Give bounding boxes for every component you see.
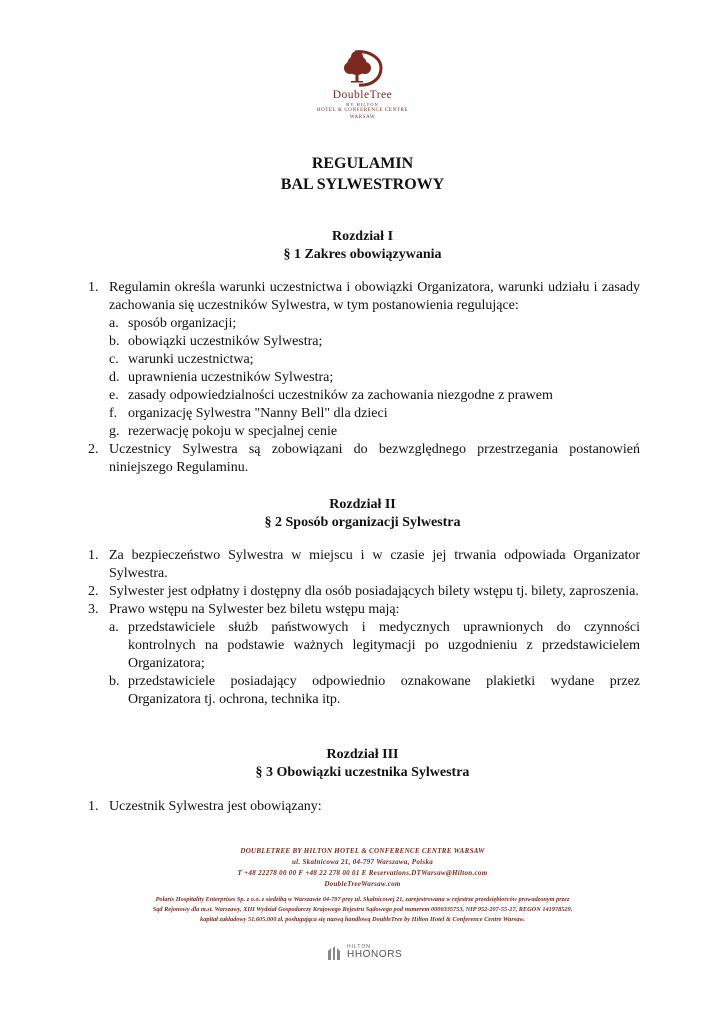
list-item [88, 583, 640, 601]
sub-letter: a. [109, 316, 119, 331]
list-item [88, 441, 640, 477]
sub-item [109, 405, 640, 423]
sub-letter: g. [109, 424, 120, 439]
sub-item [109, 673, 640, 709]
document-title: REGULAMIN [311, 155, 414, 172]
sub-item [109, 369, 640, 387]
chapter-3-label: Rozdział III [326, 747, 399, 762]
item-number: 3. [88, 602, 99, 617]
sub-letter: f. [109, 406, 118, 421]
footer-website: DoubleTreeWarsaw.com [324, 880, 401, 888]
hhonors-logo [326, 944, 406, 964]
sub-text: warunki uczestnictwa; [128, 352, 254, 367]
chapter-1-label: Rozdział I [331, 229, 394, 244]
footer-legal-line-3: kapitał zakładowy 51.605.000 zł, posługująca się nazwą handlową DoubleTree by Hilton Hotel & Conference Centre Warsaw. [200, 916, 525, 923]
sub-text: obowiązki uczestników Sylwestra; [128, 334, 323, 349]
sub-letter: d. [109, 370, 120, 385]
chapter-3-list [88, 798, 640, 816]
footer-hotel-name: DOUBLETREE BY HILTON HOTEL & CONFERENCE CENTRE WARSAW [240, 847, 485, 855]
chapter-3-heading: § 3 Obowiązki uczestnika Sylwestra [255, 765, 470, 780]
footer-legal-line-2: Sąd Rejonowy dla m.st. Warszawy, XIII Wydział Gospodarczy Krajowego Rejestru Sądowego pod numerem 0000335753, NIP 952-207-55-27, REGON 141978529, [152, 906, 573, 913]
sub-item [109, 387, 640, 405]
item-text: Uczestnicy Sylwestra są zobowiązani do bezwzględnego przestrzegania postanowień niniejszego Regulaminu. [109, 442, 640, 475]
tree-icon [341, 48, 385, 88]
list-item [88, 601, 640, 709]
item-text: Za bezpieczeństwo Sylwestra w miejscu i w czasie jej trwania odpowiada Organizator Sylwestra. [109, 548, 640, 581]
sub-item [109, 423, 640, 441]
sub-letter: b. [109, 334, 120, 349]
sub-text: organizację Sylwestra "Nanny Bell" dla dzieci [128, 406, 388, 421]
item-number: 1. [88, 280, 99, 295]
sub-item [109, 351, 640, 369]
footer-legal [0, 895, 725, 925]
item-number: 2. [88, 584, 99, 599]
hhonors-icon [326, 945, 342, 961]
chapter-2-list [88, 547, 640, 709]
sub-letter: e. [109, 388, 119, 403]
brand-name: DoubleTree [332, 89, 393, 101]
sub-text: przedstawiciele posiadający odpowiednio oznakowane plakietki wydane przez Organizatora tj. ochrona, technika itp. [128, 674, 640, 707]
list-item [88, 279, 640, 441]
sub-letter: b. [109, 674, 120, 689]
document-subtitle: BAL SYLWESTROWY [280, 176, 445, 193]
sub-text: zasady odpowiedzialności uczestników za zachowania niezgodne z prawem [128, 388, 553, 403]
sub-item [109, 333, 640, 351]
item-number: 1. [88, 548, 99, 563]
list-item [88, 798, 640, 816]
sub-text: uprawnienia uczestników Sylwestra; [128, 370, 334, 385]
footer-legal-line-1: Polaris Hospitality Enterprises Sp. z o.o. z siedzibą w Warszawie 04-797 przy ul. Skalnicowej 21, zarejestrowana w rejestrze przedsiębiorców prowadzonym przez [155, 896, 570, 903]
hhonors-small-label: HILTON [347, 944, 371, 950]
item-text: Regulamin określa warunki uczestnictwa i obowiązki Organizatora, warunki udziału i zasady zachowania się uczestników Sylwestra, w tym postanowienia regulujące: [109, 280, 640, 313]
sub-letter: c. [109, 352, 119, 367]
footer-phone-email: T +48 22278 00 00 F +48 22 278 00 01 E Reservations.DTWarsaw@Hilton.com [237, 869, 488, 877]
item-text: Uczestnik Sylwestra jest obowiązany: [109, 799, 322, 814]
sub-text: rezerwację pokoju w specjalnej cenie [128, 424, 338, 439]
sub-item [109, 315, 640, 333]
item-text: Sylwester jest odpłatny i dostępny dla osób posiadających bilety wstępu tj. bilety, zaproszenia. [109, 584, 639, 599]
hhonors-label: HHONORS [347, 949, 403, 960]
sub-text: przedstawiciele służb państwowych i medycznych uprawnionych do czynności kontrolnych na podstawie ważnych legitymacji po uzgodnieniu z przedstawicielem Organizatora; [128, 620, 640, 671]
chapter-2-heading: § 2 Sposób organizacji Sylwestra [264, 515, 461, 530]
doubletree-logo [300, 48, 425, 121]
chapter-1-heading: § 1 Zakres obowiązywania [283, 247, 442, 262]
list-item [88, 547, 640, 583]
brand-line-1: HOTEL & CONFERENCE CENTRE [316, 108, 409, 113]
item-text: Prawo wstępu na Sylwester bez biletu wstępu mają: [109, 602, 400, 617]
brand-by: BY HILTON [346, 102, 379, 107]
chapter-2-label: Rozdział II [329, 497, 396, 512]
item-number: 2. [88, 442, 99, 457]
chapter-1-list [88, 279, 640, 477]
sub-item [109, 619, 640, 673]
sub-text: sposób organizacji; [128, 316, 237, 331]
item-number: 1. [88, 799, 99, 814]
brand-line-2: WARSAW [349, 115, 376, 120]
footer-address: ul. Skalnicowa 21, 04-797 Warszawa, Polska [291, 858, 434, 866]
sub-letter: a. [109, 620, 119, 635]
footer-contact [0, 846, 725, 890]
